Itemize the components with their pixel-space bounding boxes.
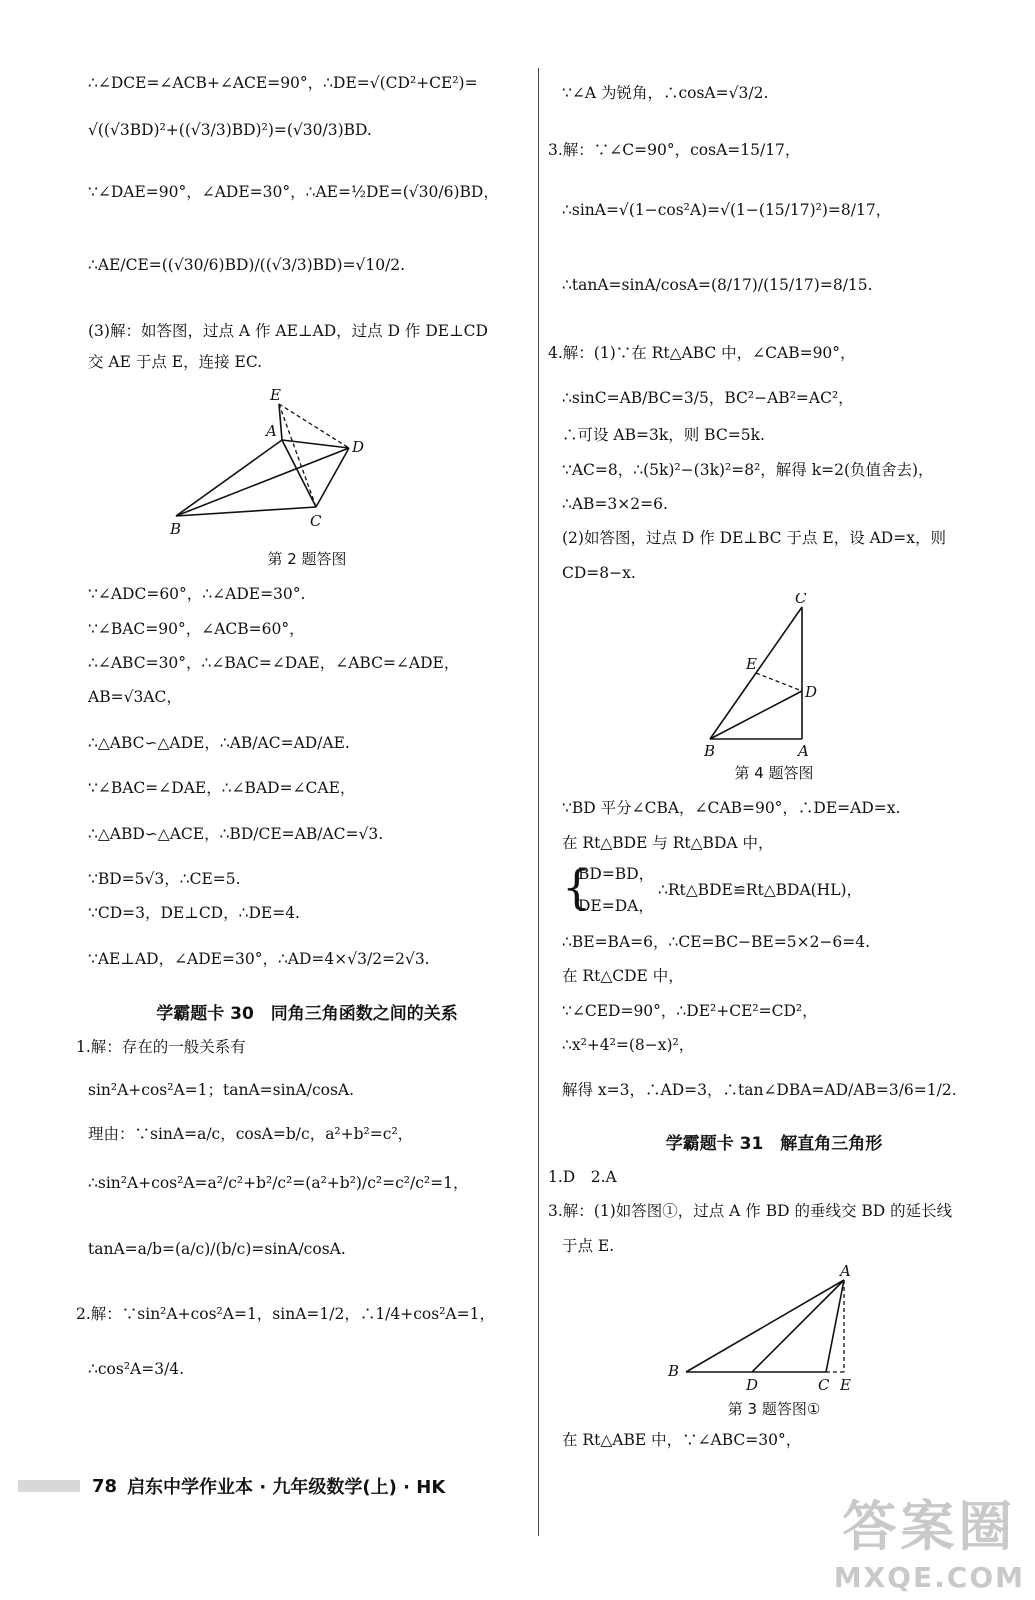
text-line: ∴sinC=AB/BC=3/5，BC²−AB²=AC²， — [562, 388, 854, 407]
dashed-ED — [756, 673, 802, 691]
text-line: ∴Rt△BDE≌Rt△BDA(HL)， — [658, 880, 863, 899]
text-line: CD=8−x. — [562, 563, 636, 582]
text-line: 理由：∵sinA=a/c，cosA=b/c，a²+b²=c²， — [88, 1124, 414, 1143]
text-line: ∴∠ABC=30°，∴∠BAC=∠DAE，∠ABC=∠ADE， — [88, 654, 460, 672]
edge-CA — [826, 1280, 844, 1372]
text-line: (3)解：如答图，过点 A 作 AE⊥AD，过点 D 作 DE⊥CD — [88, 321, 488, 340]
edge-BA — [176, 440, 282, 516]
text-line: ∴∠DCE=∠ACB+∠ACE=90°，∴DE=√(CD²+CE²)= — [88, 74, 478, 92]
label-C: C — [818, 1375, 830, 1394]
edge-AE — [279, 404, 282, 440]
text-line: ∴AB=3×2=6. — [562, 495, 668, 513]
label-E: E — [270, 386, 281, 405]
label-C: C — [310, 512, 322, 531]
page-number: 78 — [92, 1475, 118, 1497]
text-line: √((√3BD)²+((√3/3)BD)²)=(√30/3)BD. — [88, 121, 372, 140]
text-line: ∵∠BAC=90°，∠ACB=60°， — [88, 619, 305, 638]
edge-BD — [710, 691, 802, 739]
watermark-logo-text: 答案圈 — [842, 1495, 1017, 1558]
label-D: D — [805, 683, 818, 702]
section-title-30: 学霸题卡 30 同角三角函数之间的关系 — [156, 1004, 458, 1024]
text-line: ∴cos²A=3/4. — [88, 1360, 185, 1379]
text-line: ∵BD 平分∠CBA，∠CAB=90°，∴DE=AD=x. — [562, 799, 901, 818]
text-line: ∵BD=5√3，∴CE=5. — [88, 869, 241, 888]
text-line: sin²A+cos²A=1；tanA=sinA/cosA. — [88, 1081, 355, 1100]
text-line: (2)如答图，过点 D 作 DE⊥BC 于点 E，设 AD=x，则 — [562, 529, 946, 548]
dashed-EC — [279, 404, 316, 507]
text-line: tanA=a/b=(a/c)/(b/c)=sinA/cosA. — [88, 1239, 346, 1258]
label-B: B — [704, 742, 716, 759]
label-B: B — [668, 1361, 680, 1380]
text-line: 交 AE 于点 E，连接 EC. — [88, 352, 263, 371]
text-line: 1.D 2.A — [548, 1167, 617, 1186]
text-line: 在 Rt△CDE 中， — [562, 967, 684, 986]
text-line: ∵CD=3，DE⊥CD，∴DE=4. — [88, 904, 300, 923]
brace: { — [562, 859, 592, 914]
triangle-diagram-q3 — [664, 1264, 884, 1394]
text-line: DE=DA， — [578, 896, 654, 915]
text-line: ∴tanA=sinA/cosA=(8/17)/(15/17)=8/15. — [562, 276, 873, 295]
text-line: ∴sinA=√(1−cos²A)=√(1−(15/17)²)=8/17， — [562, 200, 892, 219]
right-column — [548, 62, 1000, 1450]
figure-q2 — [88, 386, 526, 569]
left-column — [76, 62, 526, 1380]
text-line: ∵∠ADC=60°，∴∠ADE=30°. — [88, 585, 306, 604]
figure-caption: 第 4 题答图 — [734, 764, 814, 783]
text-line: 1.解：存在的一般关系有 — [76, 1038, 246, 1056]
watermark-url: MXQE.COM — [833, 1561, 1025, 1594]
equation-system — [548, 859, 1000, 917]
label-D: D — [352, 438, 365, 457]
text-line: 3.解：(1)如答图①，过点 A 作 BD 的垂线交 BD 的延长线 — [548, 1202, 953, 1221]
figure-caption: 第 3 题答图① — [727, 1399, 821, 1418]
footer-bar — [18, 1480, 80, 1492]
text-line: ∵∠CED=90°，∴DE²+CE²=CD²， — [562, 1001, 818, 1020]
section-title-31: 学霸题卡 31 解直角三角形 — [665, 1133, 883, 1154]
label-E: E — [840, 1375, 851, 1394]
label-D: D — [746, 1375, 759, 1394]
text-line: 在 Rt△BDE 与 Rt△BDA 中， — [562, 833, 774, 852]
text-line: 2.解：∵sin²A+cos²A=1，sinA=1/2，∴1/4+cos²A=1， — [76, 1304, 495, 1323]
text-line: 3.解：∵∠C=90°，cosA=15/17， — [548, 141, 801, 160]
label-A: A — [266, 422, 277, 441]
text-line: ∵∠BAC=∠DAE，∴∠BAD=∠CAE， — [88, 779, 356, 798]
label-E: E — [746, 655, 757, 674]
text-line: ∵AE⊥AD，∠ADE=30°，∴AD=4×√3/2=2√3. — [88, 949, 430, 968]
text-line: ∴△ABD∽△ACE，∴BD/CE=AB/AC=√3. — [88, 824, 384, 843]
text-line: ∴△ABC∽△ADE，∴AB/AC=AD/AE. — [88, 733, 350, 752]
triangle-diagram-q4 — [674, 593, 874, 758]
label-A: A — [798, 742, 809, 759]
label-C: C — [795, 593, 807, 608]
text-line: ∵∠DAE=90°，∠ADE=30°，∴AE=½DE=(√30/6)BD， — [88, 182, 499, 201]
column-divider — [538, 68, 539, 1536]
text-line: ∴x²+4²=(8−x)²， — [562, 1036, 695, 1054]
figure-caption: 第 2 题答图 — [267, 550, 347, 569]
text-line: BD=BD， — [578, 864, 655, 883]
text-line: 解得 x=3，∴AD=3，∴tan∠DBA=AD/AB=3/6=1/2. — [562, 1081, 957, 1100]
text-line: 在 Rt△ABE 中，∵∠ABC=30°， — [562, 1430, 802, 1449]
text-line: ∴可设 AB=3k，则 BC=5k. — [562, 426, 765, 445]
text-line: ∵∠A 为锐角，∴cosA=√3/2. — [562, 84, 769, 102]
figure-q4 — [548, 593, 1000, 783]
text-line: 于点 E. — [562, 1236, 615, 1255]
book-title: 启东中学作业本 · 九年级数学(上) · HK — [127, 1477, 446, 1498]
text-line: ∴BE=BA=6，∴CE=BC−BE=5×2−6=4. — [562, 932, 871, 951]
text-line: 4.解：(1)∵在 Rt△ABC 中，∠CAB=90°， — [548, 343, 856, 362]
label-B: B — [170, 520, 182, 539]
figure-q3 — [548, 1264, 1000, 1419]
text-line: ∵AC=8，∴(5k)²−(3k)²=8²，解得 k=2(负值舍去)， — [562, 460, 934, 479]
edge-BD — [176, 448, 349, 516]
edge-DC — [316, 448, 349, 507]
edge-AC — [282, 440, 316, 507]
triangle-diagram-q2 — [142, 386, 472, 546]
text-line: ∴AE/CE=((√30/6)BD)/((√3/3)BD)=√10/2. — [88, 256, 406, 275]
text-line: AB=√3AC， — [88, 688, 182, 707]
watermark — [834, 1484, 1025, 1594]
text-line: ∴sin²A+cos²A=a²/c²+b²/c²=(a²+b²)/c²=c²/c²=1， — [88, 1174, 469, 1193]
label-A: A — [840, 1263, 851, 1280]
page-footer — [18, 1472, 445, 1500]
